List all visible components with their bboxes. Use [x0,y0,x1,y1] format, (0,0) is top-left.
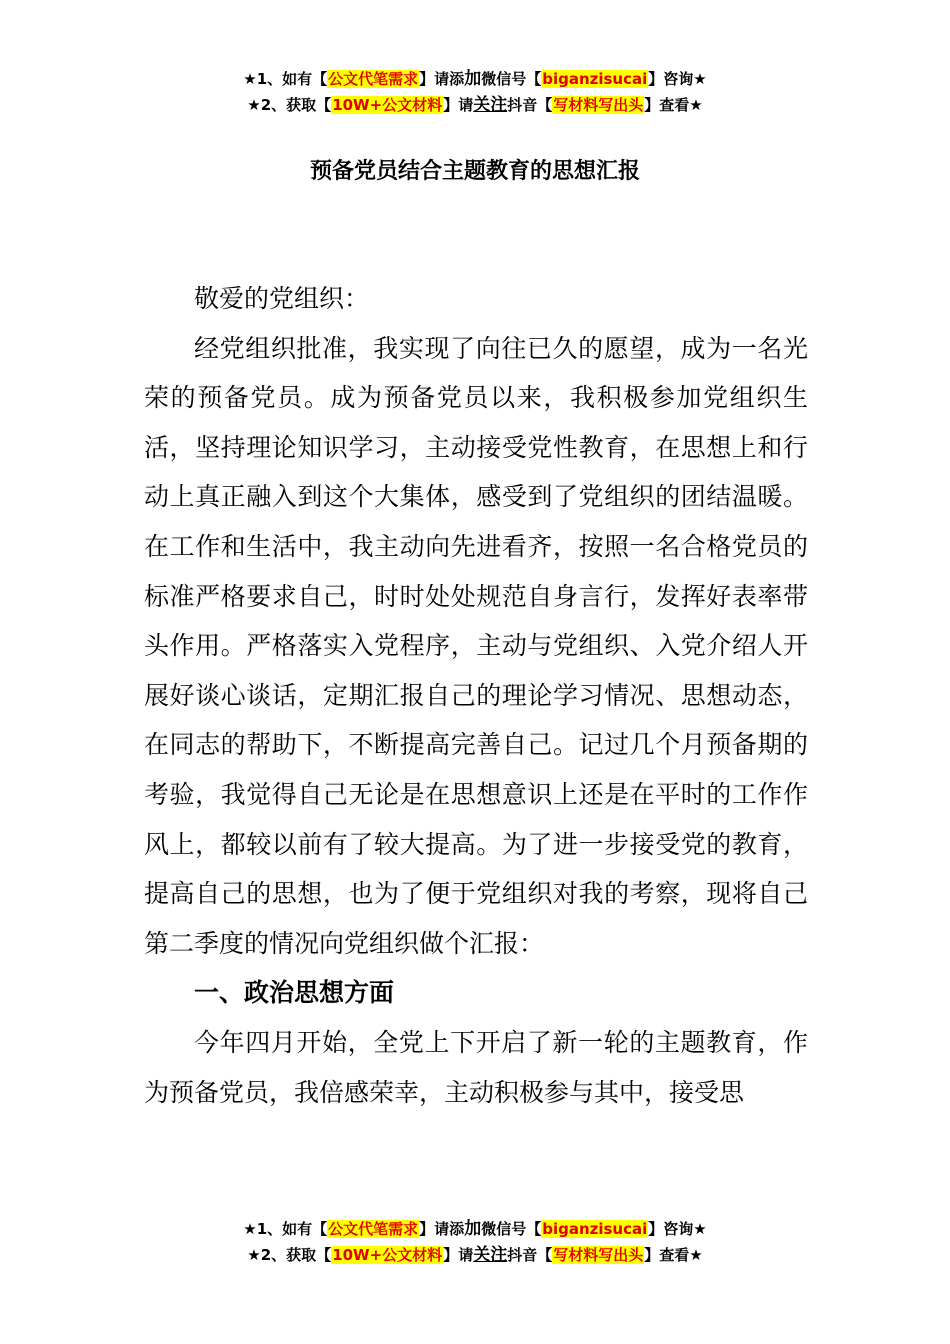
banner-douyin-id: 写材料写出头 [553,96,644,114]
banner-text: 关注 [473,95,508,115]
salutation: 敬爱的党组织： [194,284,370,313]
banner-line-2 [0,1242,950,1268]
banner-text: 】请 [443,96,474,114]
banner-text: 】查看★ [644,96,703,114]
top-banner [0,66,950,118]
body-paragraph: 今年四月开始，全党上下开启了新一轮的主题教育，作为预备党员，我倍感荣幸，主动积极参与其中，接受思 [144,1027,808,1107]
banner-line-2 [0,92,950,118]
document-title: 预备党员结合主题教育的思想汇报 [309,159,640,184]
banner-highlight: 10W+公文材料 [332,1246,443,1264]
banner-text: ★2、获取【 [247,1246,332,1264]
body-paragraph: 经党组织批准，我实现了向往已久的愿望，成为一名光荣的预备党员。成为预备党员以来，我积极参加党组织生活，坚持理论知识学习，主动接受党性教育，在思想上和行动上真正融入到这个大集体，感受到了党组织的团结温暖。在工作和生活中，我主动向先进看齐，按照一名合格党员的标准严格要求自己，时时处处规范自身言行，发挥好表率带头作用。严格落实入党程序，主动与党组织、入党介绍人开展好谈心谈话，定期汇报自己的理论学习情况、思想动态，在同志的帮助下，不断提高完善自己。记过几个月预备期的考验，我觉得自己无论是在思想意识上还是在平时的工作作风上，都较以前有了较大提高。为了进一步接受党的教育，提高自己的思想，也为了便于党组织对我的考察，现将自己第二季度的情况向党组织做个汇报： [144,333,808,958]
banner-text: 】查看★ [644,1246,703,1264]
banner-highlight: 公文代笔需求 [328,70,419,88]
banner-text: ★1、如有【 [243,70,328,88]
banner-text: 微信号【 [481,1220,542,1238]
banner-text: 加 [464,1219,482,1239]
banner-text: 】请添 [419,70,465,88]
banner-line-1 [0,1216,950,1242]
document-body [144,274,808,1117]
banner-text: 加 [464,69,482,89]
banner-highlight: 公文代笔需求 [328,1220,419,1238]
banner-highlight: 10W+公文材料 [332,96,443,114]
section-heading: 一、政治思想方面 [194,978,395,1008]
banner-wechat-id: biganzisucai [542,70,648,88]
banner-text: 抖音【 [507,96,553,114]
banner-text: 】咨询★ [648,1220,707,1238]
banner-douyin-id: 写材料写出头 [553,1246,644,1264]
banner-text: 抖音【 [507,1246,553,1264]
banner-text: ★2、获取【 [247,96,332,114]
bottom-banner [0,1216,950,1268]
banner-text: 关注 [473,1245,508,1265]
banner-text: 微信号【 [481,70,542,88]
banner-text: 】请 [443,1246,474,1264]
banner-text: ★1、如有【 [243,1220,328,1238]
banner-text: 】咨询★ [648,70,707,88]
banner-wechat-id: biganzisucai [542,1220,648,1238]
banner-text: 】请添 [419,1220,465,1238]
banner-line-1 [0,66,950,92]
